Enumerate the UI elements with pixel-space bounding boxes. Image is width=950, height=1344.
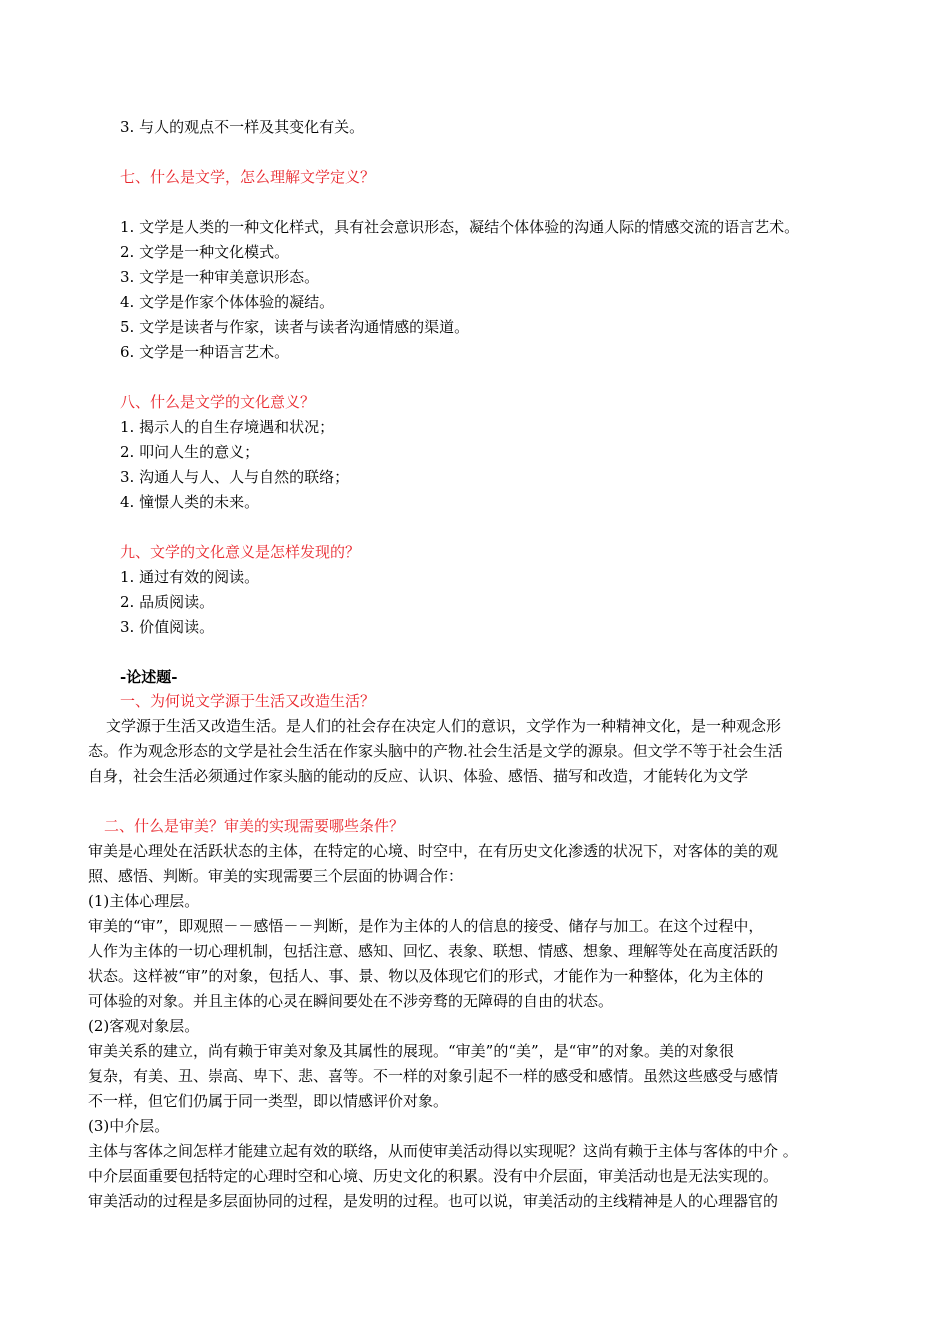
text-line: 人作为主体的一切心理机制，包括注意、感知、回忆、表象、联想、情感、想象、理解等处在高度活跃的 xyxy=(88,942,779,960)
text-line: 不一样，但它们仍属于同一类型，即以情感评价对象。 xyxy=(88,1092,449,1110)
text-line: 照、感悟、判断。审美的实现需要三个层面的协调合作： xyxy=(88,867,464,885)
text-line: (1)主体心理层。 xyxy=(88,892,200,910)
text-line: 4. 憧憬人类的未来。 xyxy=(120,493,260,511)
text-line: 可体验的对象。并且主体的心灵在瞬间要处在不涉旁骛的无障碍的自由的状态。 xyxy=(88,992,614,1010)
text-line: 1. 揭示人的自生存境遇和状况； xyxy=(120,418,335,436)
text-line: 文学源于生活又改造生活。是人们的社会存在决定人们的意识，文学作为一种精神文化，是一种观念形 xyxy=(106,717,782,735)
section-heading: 一、为何说文学源于生活又改造生活？ xyxy=(120,692,376,710)
text-line: 复杂，有美、丑、崇高、卑下、悲、喜等。不一样的对象引起不一样的感受和感情。虽然这些感受与感情 xyxy=(88,1067,779,1085)
section-heading: 七、什么是文学，怎么理解文学定义？ xyxy=(120,168,376,186)
text-line: (3)中介层。 xyxy=(88,1117,170,1135)
text-line: (2)客观对象层。 xyxy=(88,1017,200,1035)
section-heading: 八、什么是文学的文化意义？ xyxy=(120,393,316,411)
text-line: 2. 叩问人生的意义； xyxy=(120,443,260,461)
text-line: 审美关系的建立，尚有赖于审美对象及其属性的展现。“审美”的“美”，是“审”的对象。美的对象很 xyxy=(88,1042,735,1060)
text-line: 主体与客体之间怎样才能建立起有效的联络，从而使审美活动得以实现呢？这尚有赖于主体与客体的中介 。 xyxy=(88,1142,798,1160)
text-line: 3. 与人的观点不一样及其变化有关。 xyxy=(120,118,365,136)
text-line: 审美的“审”，即观照－－感悟－－判断，是作为主体的人的信息的接受、储存与加工。在这个过程中， xyxy=(88,917,764,935)
text-line: 中介层面重要包括特定的心理时空和心境、历史文化的积累。没有中介层面，审美活动也是无法实现的。 xyxy=(88,1167,779,1185)
section-heading: 二、什么是审美？审美的实现需要哪些条件？ xyxy=(104,817,405,835)
text-line: 审美活动的过程是多层面协同的过程，是发明的过程。也可以说，审美活动的主线精神是人的心理器官的 xyxy=(88,1192,779,1210)
text-line: 5. 文学是读者与作家，读者与读者沟通情感的渠道。 xyxy=(120,318,470,336)
part-heading: -论述题- xyxy=(120,668,178,686)
text-line: 状态。这样被“审”的对象，包括人、事、景、物以及体现它们的形式，才能作为一种整体，化为主体的 xyxy=(88,967,764,985)
text-line: 4. 文学是作家个体体验的凝结。 xyxy=(120,293,335,311)
text-line: 3. 沟通人与人、人与自然的联络； xyxy=(120,468,350,486)
text-line: 2. 文学是一种文化模式。 xyxy=(120,243,290,261)
text-line: 自身，社会生活必须通过作家头脑的能动的反应、认识、体验、感悟、描写和改造，才能转化为文学 xyxy=(88,767,749,785)
text-line: 1. 通过有效的阅读。 xyxy=(120,568,260,586)
text-line: 审美是心理处在活跃状态的主体，在特定的心境、时空中，在有历史文化渗透的状况下，对客体的美的观 xyxy=(88,842,779,860)
text-line: 3. 文学是一种审美意识形态。 xyxy=(120,268,320,286)
text-line: 1. 文学是人类的一种文化样式，具有社会意识形态，凝结个体体验的沟通人际的情感交流的语言艺术。 xyxy=(120,218,800,236)
text-line: 2. 品质阅读。 xyxy=(120,593,215,611)
text-line: 6. 文学是一种语言艺术。 xyxy=(120,343,290,361)
text-line: 态。作为观念形态的文学是社会生活在作家头脑中的产物.社会生活是文学的源泉。但文学不等于社会生活 xyxy=(88,742,783,760)
section-heading: 九、文学的文化意义是怎样发现的？ xyxy=(120,543,361,561)
text-line: 3. 价值阅读。 xyxy=(120,618,215,636)
